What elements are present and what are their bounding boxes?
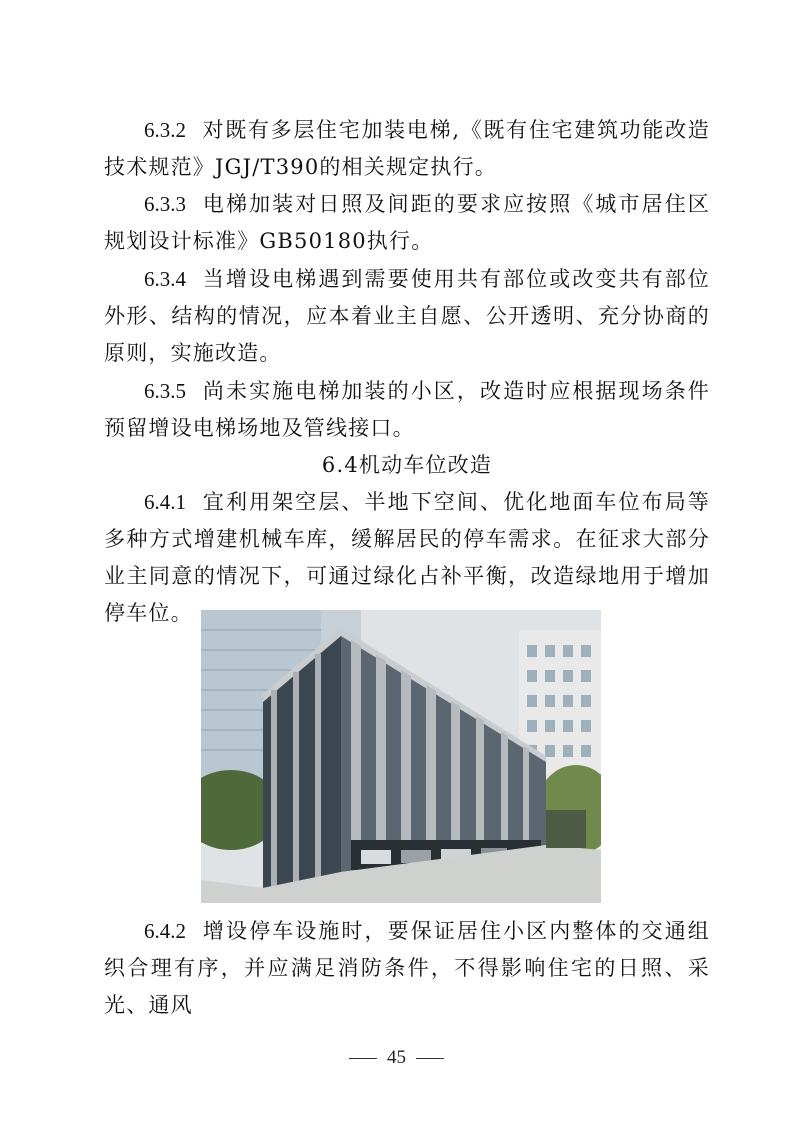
section-heading: 6.4机动车位改造 [321,453,493,477]
clause-6-3-4 [104,261,710,372]
clause-text: 宜利用架空层、半地下空间、优化地面车位布局等多种方式增建机械车库，缓解居民的停车需求。在征求大部分业主同意的情况下，可通过绿化占补平衡，改造绿地用于增加停车位。 [104,490,710,625]
clause-6-3-5 [104,373,710,447]
page-footer [0,1047,793,1069]
clause-text: 尚未实施电梯加装的小区，改造时应根据现场条件预留增设电梯场地及管线接口。 [104,379,710,440]
clause-text: 电梯加装对日照及间距的要求应按照《城市居住区规划设计标准》GB50180执行。 [104,192,710,253]
clause-6-3-2 [104,112,710,186]
clause-text: 增设停车设施时，要保证居住小区内整体的交通组织合理有序，并应满足消防条件，不得影响住宅的日照、采光、通风 [104,919,710,1017]
parking-garage-photo [201,610,601,903]
footer-dash-right [416,1058,444,1059]
clause-6-3-3 [104,186,710,260]
clause-number: 6.3.4 [144,267,186,291]
footer-dash-left [349,1058,377,1059]
clause-text: 当增设电梯遇到需要使用共有部位或改变共有部位外形、结构的情况，应本着业主自愿、公开透明、充分协商的原则，实施改造。 [104,267,710,365]
clause-number: 6.3.5 [144,379,186,403]
clause-6-4-2 [104,913,710,1024]
clause-number: 6.4.1 [144,490,186,514]
clause-number: 6.4.2 [144,919,186,943]
page-number: 45 [387,1047,406,1068]
clause-text: 对既有多层住宅加装电梯,《既有住宅建筑功能改造技术规范》JGJ/T390的相关规定执行。 [104,118,710,179]
clause-number: 6.3.3 [144,192,186,216]
clause-number: 6.3.2 [144,118,186,142]
